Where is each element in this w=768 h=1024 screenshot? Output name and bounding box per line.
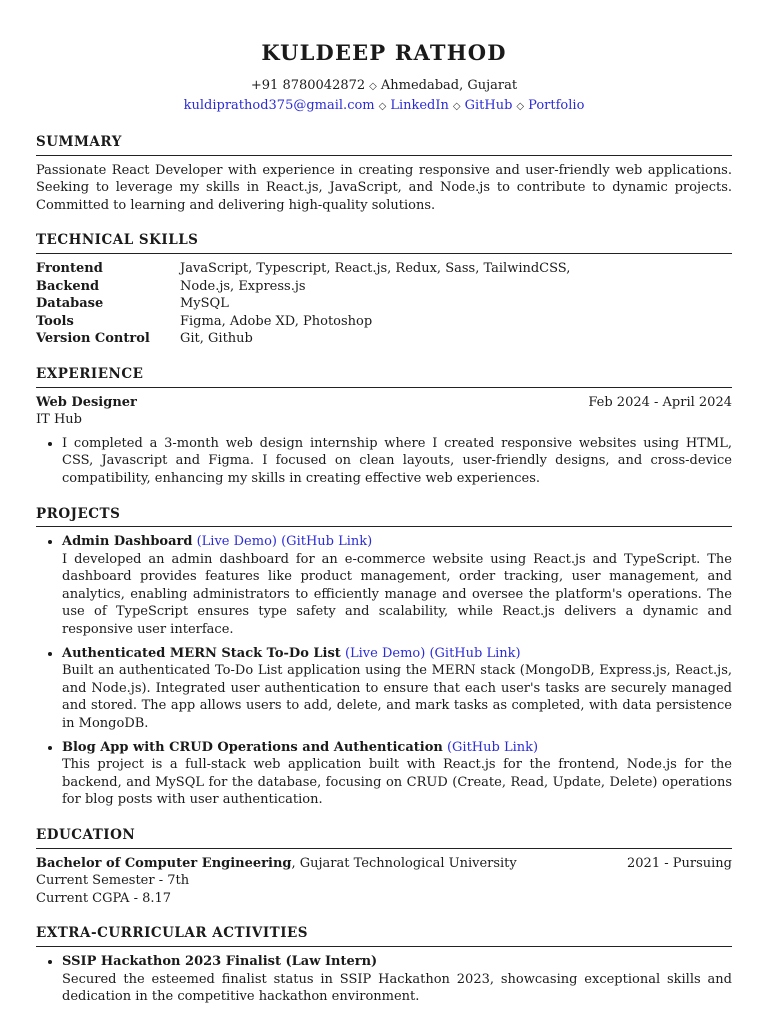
skills-key: Backend bbox=[36, 278, 100, 294]
linkedin-link[interactable]: LinkedIn bbox=[390, 98, 449, 113]
skills-row bbox=[36, 295, 732, 313]
section-title: EDUCATION bbox=[36, 827, 732, 849]
projects-section bbox=[36, 506, 732, 810]
diamond-separator-icon: ◇ bbox=[378, 101, 387, 112]
skills-key: Version Control bbox=[36, 331, 150, 347]
skills-row bbox=[36, 278, 732, 296]
skills-value: JavaScript, Typescript, React.js, Redux, Sass, TailwindCSS, bbox=[180, 260, 571, 276]
section-title: EXTRA-CURRICULAR ACTIVITIES bbox=[36, 925, 732, 947]
diamond-separator-icon: ◇ bbox=[369, 81, 377, 92]
project-item bbox=[62, 739, 732, 809]
summary-section bbox=[36, 134, 732, 214]
skills-value: Figma, Adobe XD, Photoshop bbox=[180, 313, 373, 329]
location: Ahmedabad, Gujarat bbox=[380, 78, 518, 93]
skills-row bbox=[36, 313, 732, 331]
current-cgpa: Current CGPA - 8.17 bbox=[36, 890, 172, 906]
project-description: I developed an admin dashboard for an e-commerce website using React.js and TypeScript. The dashboard provides features like product management, order tracking, user management, and analytics, enabling administrators to efficiently manage and oversee the platform's operations. The use of TypeScript ensures type safety and scalability, while React.js delivers a dynamic and responsive user interface. bbox=[62, 551, 732, 638]
section-title: EXPERIENCE bbox=[36, 366, 732, 388]
github-project-link[interactable]: (GitHub Link) bbox=[281, 534, 373, 550]
project-item bbox=[62, 645, 732, 733]
skills-row bbox=[36, 330, 732, 348]
projects-list bbox=[36, 533, 732, 809]
experience-section bbox=[36, 366, 732, 488]
activity-item bbox=[62, 953, 732, 1006]
contact-line-1 bbox=[36, 76, 732, 96]
project-name: Authenticated MERN Stack To-Do List bbox=[62, 645, 341, 661]
project-description: Built an authenticated To-Do List application using the MERN stack (MongoDB, Express.js, React.js, and Node.js). Integrated user authentication to ensure that each user's tasks are securely managed and stored. The app allows users to add, delete, and mark tasks as completed, with data persistence in MongoDB. bbox=[62, 663, 732, 732]
school-name: , Gujarat Technological University bbox=[291, 855, 517, 871]
project-name: Admin Dashboard bbox=[62, 534, 193, 550]
job-role: Web Designer bbox=[36, 394, 137, 410]
job-dates: Feb 2024 - April 2024 bbox=[588, 394, 732, 410]
live-demo-link[interactable]: (Live Demo) bbox=[344, 645, 426, 661]
activities-list bbox=[36, 953, 732, 1006]
current-semester: Current Semester - 7th bbox=[36, 873, 190, 889]
section-title: SUMMARY bbox=[36, 134, 732, 156]
section-title: PROJECTS bbox=[36, 506, 732, 528]
github-project-link[interactable]: (GitHub Link) bbox=[446, 739, 539, 755]
github-link[interactable]: GitHub bbox=[464, 98, 513, 113]
skills-value: Node.js, Express.js bbox=[180, 278, 306, 294]
skills-row bbox=[36, 260, 732, 278]
education-section bbox=[36, 827, 732, 907]
skills-section bbox=[36, 232, 732, 348]
company-name: IT Hub bbox=[36, 412, 82, 428]
resume-header bbox=[36, 40, 732, 116]
diamond-separator-icon: ◇ bbox=[516, 101, 525, 112]
diamond-separator-icon: ◇ bbox=[452, 101, 461, 112]
experience-header bbox=[36, 394, 732, 412]
project-name: Blog App with CRUD Operations and Authentication bbox=[62, 739, 443, 755]
project-description: This project is a full-stack web application built with React.js for the frontend, Node.js for the backend, and MySQL for the database, focusing on CRUD (Create, Read, Update, Delete) operations for blog posts with user authentication. bbox=[62, 757, 732, 808]
experience-bullets bbox=[36, 435, 732, 488]
skills-value: Git, Github bbox=[180, 331, 253, 347]
email-link[interactable]: kuldiprathod375@gmail.com bbox=[183, 98, 375, 113]
activity-name: • SSIP Hackathon 2023 Finalist (Law Intern) bbox=[62, 953, 378, 969]
project-item bbox=[62, 533, 732, 639]
skills-key: Tools bbox=[36, 313, 74, 329]
phone-number: +91 8780042872 bbox=[250, 78, 366, 93]
activities-section bbox=[36, 925, 732, 1005]
skills-value: MySQL bbox=[180, 296, 229, 312]
education-header bbox=[36, 855, 732, 873]
github-project-link[interactable]: (GitHub Link) bbox=[429, 645, 521, 661]
candidate-name: KULDEEP RATHOD bbox=[261, 40, 507, 65]
section-title: TECHNICAL SKILLS bbox=[36, 232, 732, 254]
skills-key: Database bbox=[36, 296, 104, 312]
list-item: • I completed a 3-month web design internship where I created responsive websites using HTML, CSS, Javascript and Figma. I focused on clean layouts, user-friendly designs, and cross-device compatibility, enhancing my skills in creating effective web experiences. bbox=[62, 435, 732, 488]
live-demo-link[interactable]: (Live Demo) bbox=[196, 534, 277, 550]
activity-description: Secured the esteemed finalist status in SSIP Hackathon 2023, showcasing exceptional skills and dedication in the competitive hackathon environment. bbox=[62, 971, 732, 1005]
contact-line-2 bbox=[36, 96, 732, 116]
skills-key: Frontend bbox=[36, 260, 103, 276]
education-dates: 2021 - Pursuing bbox=[627, 855, 732, 871]
degree-line bbox=[36, 855, 517, 873]
degree-name: Bachelor of Computer Engineering bbox=[36, 855, 292, 871]
portfolio-link[interactable]: Portfolio bbox=[528, 98, 585, 113]
summary-text: Passionate React Developer with experience in creating responsive and user-friendly web applications. Seeking to leverage my skills in React.js, JavaScript, and Node.js to contribute to dynamic projects. Committed to learning and delivering high-quality solutions. bbox=[36, 162, 732, 213]
